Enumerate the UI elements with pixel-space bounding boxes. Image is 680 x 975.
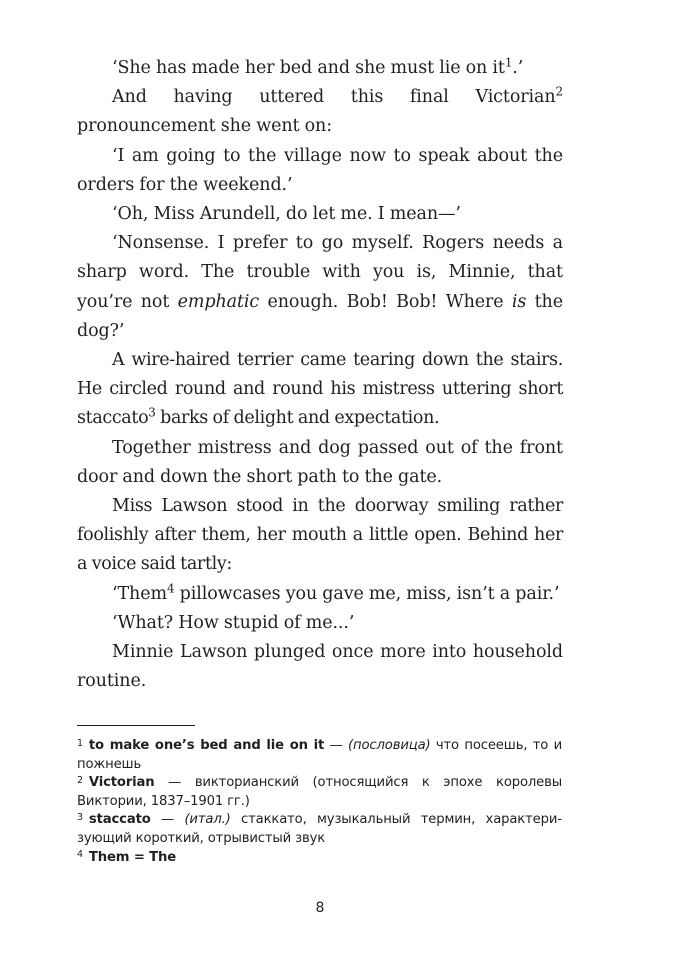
body-text [77, 54, 563, 696]
paragraph: ‘She has made her bed and she must lie on $it^1$.’ [112, 55, 524, 78]
paragraph: ‘Them$^4$ pillowcases you gave me, miss, isn’t a pair.’ [112, 581, 560, 604]
footnote-ref: 1 [504, 55, 513, 70]
paragraph: Miss Lawson stood in the doorway smiling rather foolishly after them, her mouth a little open. Behind her a voice said tartly: [77, 496, 563, 575]
footnote: $^1$ to make one’s bed and lie on it — (пословица) что посеешь, то и пожнешь [77, 737, 562, 772]
paragraph: And having uttered this final Victorian$^2$ pronouncement she went on: [77, 84, 563, 137]
footnote: $^2$ Victorian — викторианский (относящийся к эпохе королевы Виктории, 1837–1901 гг.) [77, 774, 562, 809]
paragraph: ‘I am going to the village now to speak about the orders for the weekend.’ [77, 145, 563, 195]
footnotes [77, 737, 562, 867]
footnote-divider [77, 725, 195, 726]
footnote: $^3$ staccato — (итал.) стаккато, музыкальный термин, характеризующий короткий, отрывистый звук [77, 812, 563, 846]
paragraph: Minnie Lawson plunged once more into household routine. [77, 642, 563, 692]
footnote-ref: 2 [555, 84, 563, 99]
footnote-ref: 4 [166, 581, 175, 596]
paragraph: ‘Oh, Miss Arundell, do let me. I mean—’ [112, 204, 461, 225]
page-number: 8 [315, 900, 325, 916]
footnote: $^4$ Them = The [77, 849, 177, 865]
paragraph: Together mistress and dog passed out of the front door and down the short path to the gate. [77, 437, 563, 487]
paragraph: ‘What? How stupid of me...’ [112, 612, 355, 633]
paragraph: ‘Nonsense. I prefer to go myself. Rogers needs a sharp word. The trouble with you is, Minnie, that you’re not emphatic enough. Bob! Bob! Where is the dog?’ [77, 233, 563, 341]
paragraph: A wire-haired terrier came tearing down the stairs. He circled round and round his mistress uttering short staccato$^3$ barks of delight and expectation. [77, 350, 563, 429]
footnote-ref: 3 [148, 405, 156, 420]
